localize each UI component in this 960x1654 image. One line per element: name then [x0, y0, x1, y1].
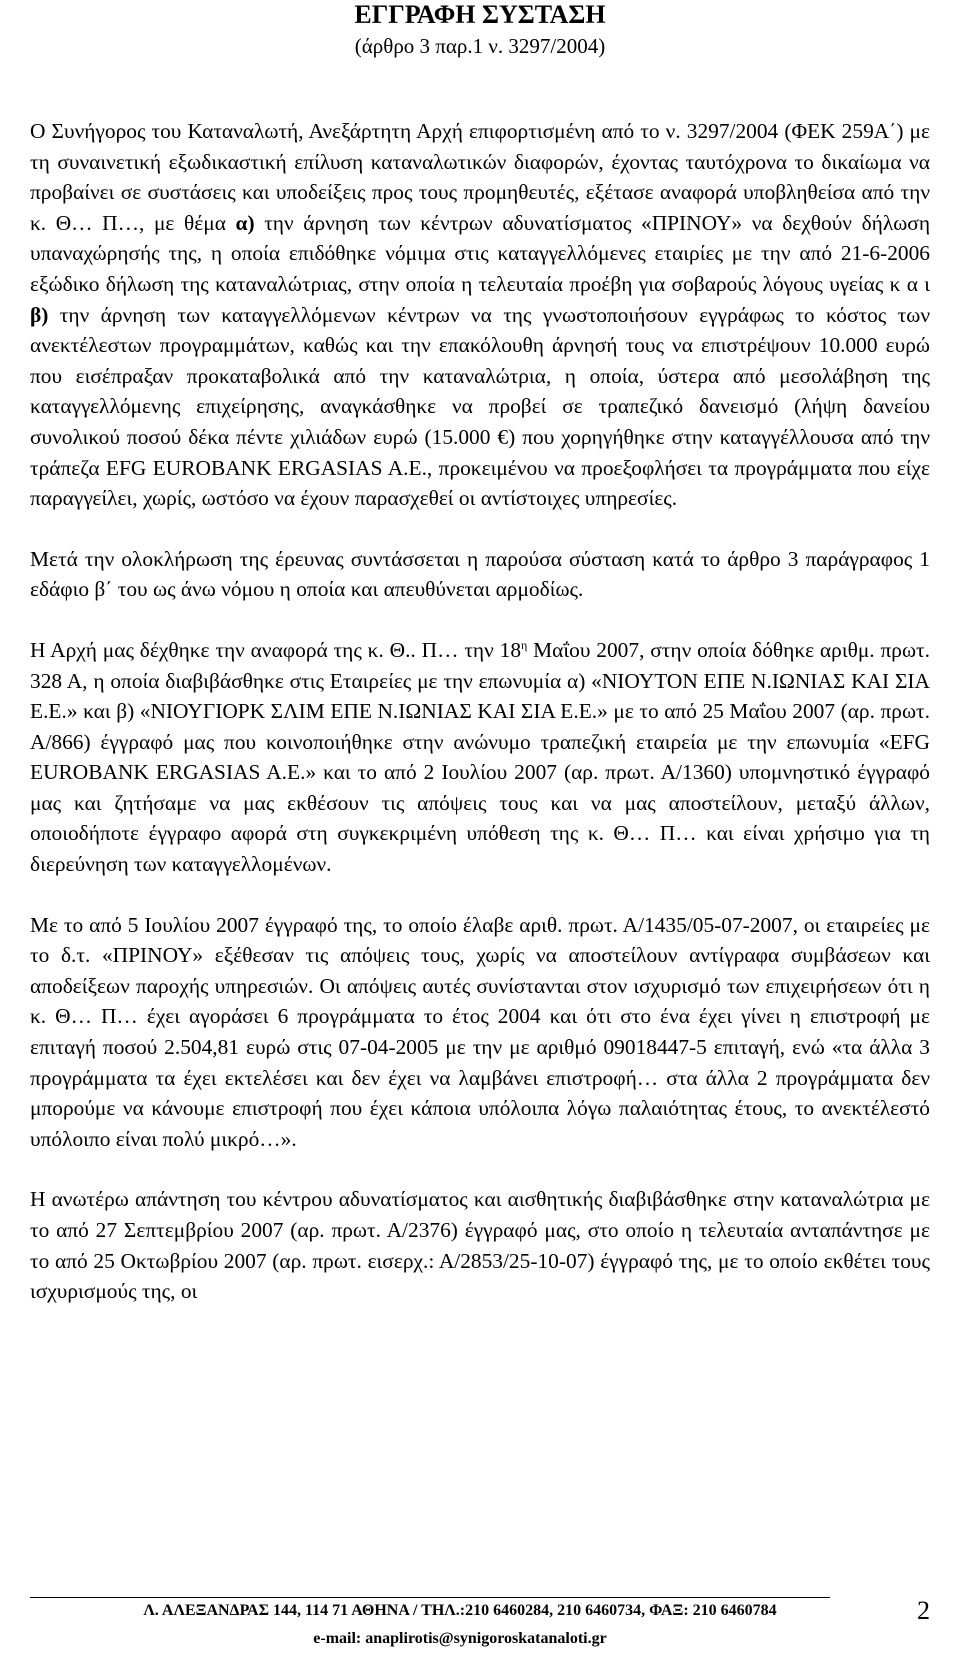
document-subtitle: (άρθρο 3 παρ.1 ν. 3297/2004) — [354, 34, 606, 58]
paragraph-3 — [30, 635, 930, 880]
item-marker-b: β) — [30, 302, 49, 327]
page-number: 2 — [917, 1596, 930, 1625]
ordinal-superscript: η — [521, 637, 528, 652]
paragraph-1-text-a: Ο Συνήγορος του Καταναλωτή, Ανεξάρτητη Αρχή επιφορτισμένη από το ν. 3297/2004 (ΦΕΚ 259Α΄) με τη συναινετική εξωδικαστική επίλυση καταναλωτικών διαφορών, έχοντας ταυτόχρονα το δικαίωμα να προβαίνει σε συστάσεις και υποδείξεις προς τους προμηθευτές, εξέτασε αναφορά υποβληθείσα από την κ. Θ… Π…, με θέμα — [30, 119, 930, 235]
paragraph-5: Η ανωτέρω απάντηση του κέντρου αδυνατίσματος και αισθητικής διαβιβάσθηκε στην καταναλώτρια με το από 27 Σεπτεμβρίου 2007 (αρ. πρωτ. Α/2376) έγγραφό μας, στο οποίο η τελευταία ανταπάντησε με το από 25 Οκτωβρίου 2007 (αρ. πρωτ. εισερχ.: Α/2853/25-10-07) έγγραφό της, με το οποίο εκθέτει τους ισχυρισμούς της, οι — [30, 1187, 930, 1304]
document-body — [30, 116, 930, 1307]
footer-email: e-mail: anaplirotis@synigoroskatanaloti.gr — [313, 1630, 607, 1647]
spaced-conjunction: κ α ι — [889, 271, 930, 296]
document-title: ΕΓΓΡΑΦΗ ΣΥΣΤΑΣΗ — [354, 0, 606, 29]
paragraph-2: Μετά την ολοκλήρωση της έρευνας συντάσσεται η παρούσα σύσταση κατά το άρθρο 3 παράγραφος 1 εδάφιο β΄ του ως άνω νόμου η οποία και απευθύνεται αρμοδίως. — [30, 546, 930, 602]
paragraph-1-text-c: την άρνηση των καταγγελλόμενων κέντρων να της γνωστοποιήσουν εγγράφως το κόστος των ανεκτέλεστων προγραμμάτων, καθώς και την επακόλουθη άρνησή τους να επιστρέψουν 10.000 ευρώ που εισέπραξαν προκαταβολικά από την καταναλώτρια, η οποία, ύστερα από μεσολάβηση της καταγγελλόμενης επιχείρησης, αναγκάσθηκε να προβεί σε τραπεζικό δανεισμό (λήψη δανείου συνολικού ποσού δέκα πέντε χιλιάδων ευρώ (15.000 €) που χορηγήθηκε στην καταγγέλλουσα από την τράπεζα EFG EUROBANK ERGASIAS A.E., προκειμένου να προεξοφλήσει τα προγράμματα που είχε παραγγείλει, χωρίς, ωστόσο να έχουν παρασχεθεί οι αντίστοιχες υπηρεσίες. — [30, 302, 930, 511]
paragraph-3-text-a: Η Αρχή μας δέχθηκε την αναφορά της κ. Θ.. Π… την 18 — [30, 637, 522, 662]
footer-address: Λ. ΑΛΕΞΑΝΔΡΑΣ 144, 114 71 ΑΘΗΝΑ / ΤΗΛ.:210 6460284, 210 6460734, ΦΑΞ: 210 6460784 — [143, 1602, 777, 1619]
footer-divider — [30, 1597, 830, 1598]
paragraph-1-text-b: την άρνηση των κέντρων αδυνατίσματος «ΠΡΙΝΟΥ» να δεχθούν δήλωση υπαναχώρησής της, η οποία επιδόθηκε νόμιμα στις καταγγελλόμενες εταιρίες με την από 21-6-2006 εξώδικο δήλωση της καταναλώτριας, στην οποία η τελευταία προέβη για σοβαρούς λόγους υγείας — [30, 210, 931, 296]
paragraph-3-text-b: Μαΐου 2007, στην οποία δόθηκε αριθμ. πρωτ. 328 Α, η οποία διαβιβάσθηκε στις Εταιρείες με την επωνυμία α) «ΝΙΟΥΤΟΝ ΕΠΕ Ν.ΙΩΝΙΑΣ ΚΑΙ ΣΙΑ Ε.Ε.» και β) «ΝΙΟΥΓΙΟΡΚ ΣΛΙΜ ΕΠΕ Ν.ΙΩΝΙΑΣ ΚΑΙ ΣΙΑ Ε.Ε.» με το από 25 Μαΐου 2007 (αρ. πρωτ. Α/866) έγγραφό μας που κοινοποιήθηκε στην ανώνυμο τραπεζική εταιρεία με την επωνυμία «EFG EUROBANK ERGASIAS A.E.» και το από 2 Ιουλίου 2007 (αρ. πρωτ. Α/1360) υπομνηστικό έγγραφό μας και ζητήσαμε να μας εκθέσουν τις απόψεις τους και να μας αποστείλουν, μεταξύ άλλων, οποιοδήποτε έγγραφο αφορά στη συγκεκριμένη υπόθεση της κ. Θ… Π… και είναι χρήσιμο για τη διερεύνηση των καταγγελλομένων. — [30, 637, 930, 877]
paragraph-4: Με το από 5 Ιουλίου 2007 έγγραφό της, το οποίο έλαβε αριθ. πρωτ. Α/1435/05-07-2007, οι εταιρείες με το δ.τ. «ΠΡΙΝΟΥ» εξέθεσαν τις απόψεις τους, χωρίς να αποστείλουν αντίγραφα συμβάσεων και αποδείξεων παροχής υπηρεσιών. Οι απόψεις αυτές συνίστανται στον ισχυρισμό των επιχειρήσεων ότι η κ. Θ… Π… έχει αγοράσει 6 προγράμματα το έτος 2004 και ότι στο ένα έχει γίνει η επιστροφή με επιταγή ποσού 2.504,81 ευρώ στις 07-04-2005 με την με αριθμό 09018447-5 επιταγή, ενώ «τα άλλα 3 προγράμματα τα έχει εκτελέσει και δεν έχει να λαμβάνει επιστροφή… στα άλλα 2 προγράμματα δεν μπορούμε να κάνουμε επιστροφή που έχει κάποια υπόλοιπα λόγω παλαιότητας έτους, το ανεκτέλεστό υπόλοιπο είναι πολύ μικρό…». — [30, 912, 930, 1151]
item-marker-a: α) — [235, 210, 255, 235]
paragraph-1 — [30, 116, 930, 514]
